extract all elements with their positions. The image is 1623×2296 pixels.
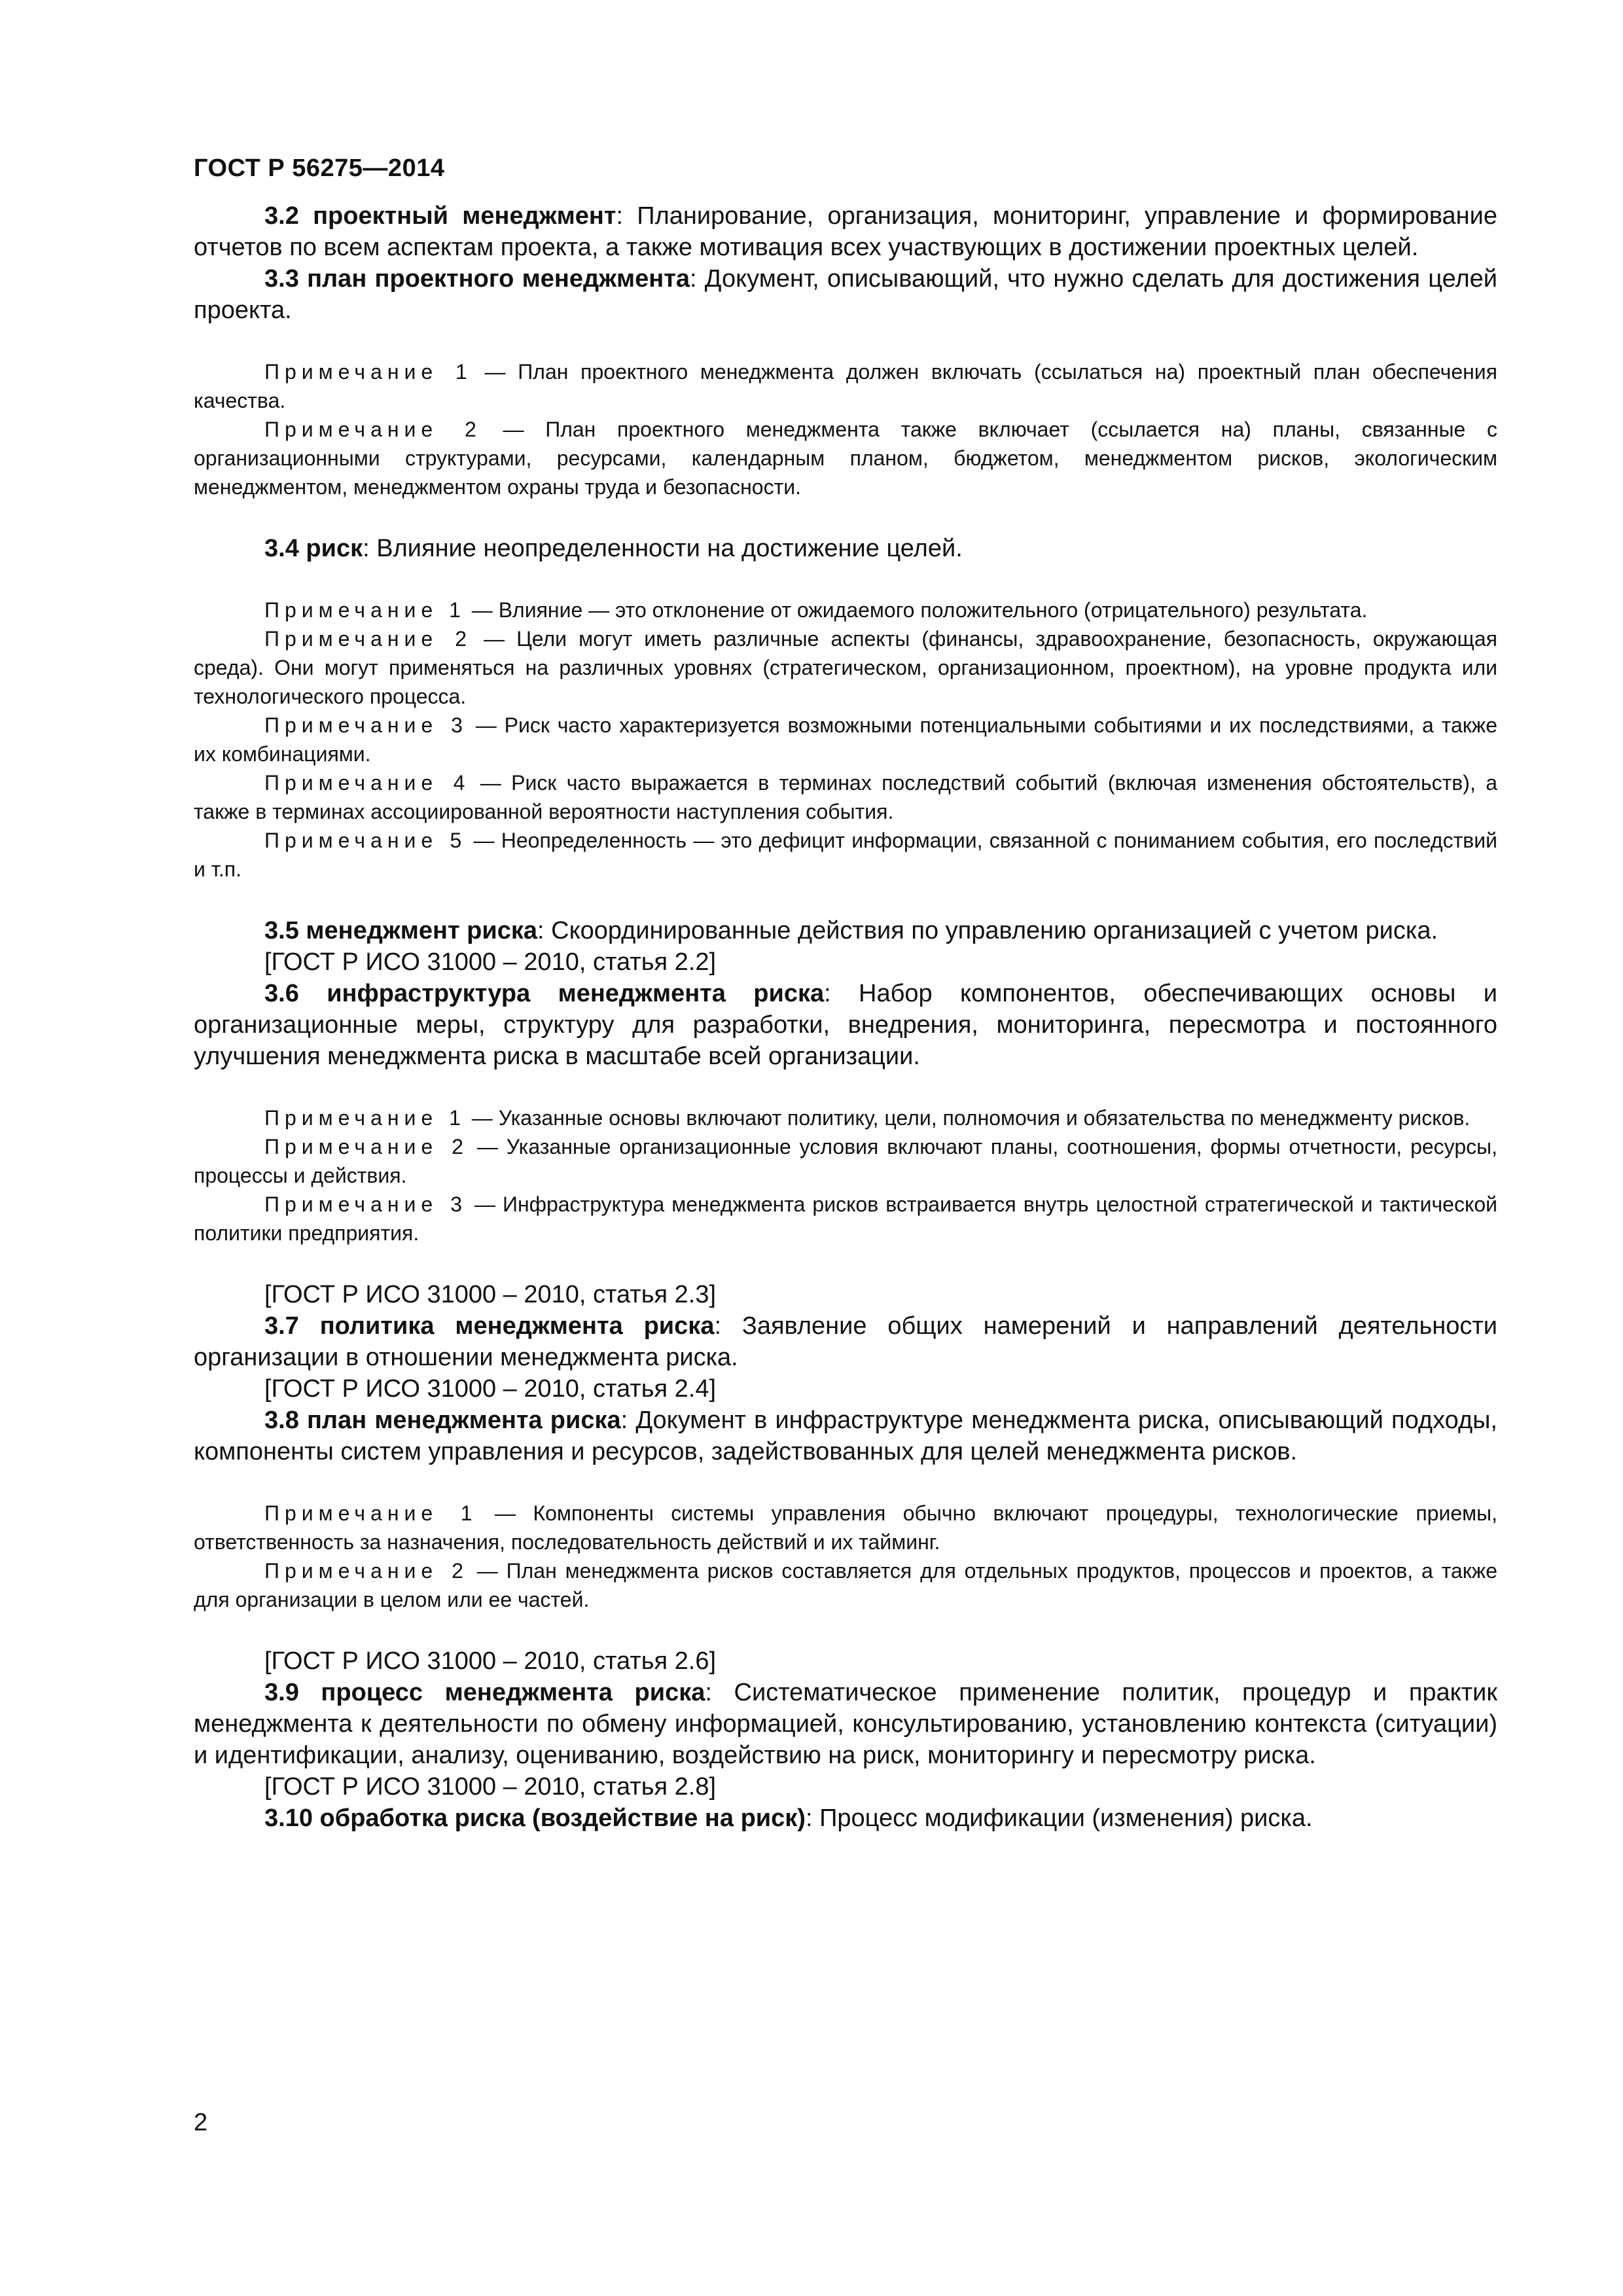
definition-text: : Заявление общих намерений и направлений деятельности организации в отношении менеджмента риска. <box>194 1312 1498 1371</box>
note: Примечание 2 — План менеджмента рисков составляется для отдельных продуктов, процессов и проектов, а также для организации в целом или ее частей. <box>194 1559 1498 1611</box>
note: Примечание 1 — План проектного менеджмента должен включать (ссылаться на) проектный план обеспечения качества. <box>194 360 1498 412</box>
document-header: ГОСТ Р 56275—2014 <box>194 154 445 182</box>
definition-3-2 <box>194 200 1497 263</box>
reference: [ГОСТ Р ИСО 31000 – 2010, статья 2.4] <box>264 1375 717 1403</box>
note: Примечание 3 — Риск часто характеризуется возможными потенциальными событиями и их последствиями, а также их комбинациями. <box>194 713 1498 766</box>
definition-3-3 <box>194 263 1497 326</box>
note: Примечание 5 — Неопределенность — это дефицит информации, связанной с пониманием события, его последствий и т.п. <box>194 829 1498 881</box>
definition-3-4 <box>194 533 1497 564</box>
note: Примечание 3 — Инфраструктура менеджмента рисков встраивается внутрь целостной стратегической и тактической политики предприятия. <box>194 1193 1498 1245</box>
definition-text: : Документ в инфраструктуре менеджмента риска, описывающий подходы, компоненты систем управления и ресурсов, задействованных для целей менеджмента рисков. <box>194 1407 1497 1465</box>
definition-text: : Процесс модификации (изменения) риска. <box>805 1804 1313 1832</box>
note: Примечание 2 — Цели могут иметь различные аспекты (финансы, здравоохранение, безопасность, окружающая среда). Они могут применяться на различных уровнях (стратегическом, организационном, проектном), на уровне продукта или технологического процесса. <box>194 627 1498 708</box>
term: 3.7 политика менеджмента риска <box>264 1312 715 1340</box>
definition-3-8 <box>194 1405 1497 1467</box>
term: 3.8 план менеджмента риска <box>264 1407 621 1434</box>
reference: [ГОСТ Р ИСО 31000 – 2010, статья 2.2] <box>264 948 717 976</box>
notes-3-6 <box>194 1103 1497 1247</box>
definition-3-10 <box>194 1803 1497 1834</box>
definition-text: : Планирование, организация, мониторинг, управление и формирование отчетов по всем аспектам проекта, а также мотивация всех участвующих в достижении проектных целей. <box>194 202 1497 261</box>
definition-3-6 <box>194 978 1497 1072</box>
definition-text: : Документ, описывающий, что нужно сделать для достижения целей проекта. <box>194 265 1497 324</box>
note: Примечание 4 — Риск часто выражается в терминах последствий событий (включая изменения обстоятельств), а также в терминах ассоциированной вероятности наступления события. <box>194 771 1498 823</box>
note: Примечание 1 — Указанные основы включают политику, цели, полномочия и обязательства по менеджменту рисков. <box>264 1106 1471 1130</box>
definition-text: : Влияние неопределенности на достижение целей. <box>363 535 963 562</box>
term: 3.10 обработка риска (воздействие на риск) <box>264 1804 806 1832</box>
term: 3.2 проектный менеджмент <box>264 202 616 230</box>
note: Примечание 2 — План проектного менеджмента также включает (ссылается на) планы, связанные с организационными структурами, ресурсами, календарным планом, бюджетом, менеджментом рисков, экологическим менеджментом, менеджментом охраны труда и безопасности. <box>194 418 1498 499</box>
reference: [ГОСТ Р ИСО 31000 – 2010, статья 2.8] <box>264 1773 717 1801</box>
note: Примечание 1 — Компоненты системы управления обычно включают процедуры, технологические приемы, ответственность за назначения, последовательность действий и их тайминг. <box>194 1501 1498 1554</box>
notes-3-8 <box>194 1499 1497 1614</box>
note: Примечание 2 — Указанные организационные условия включают планы, соотношения, формы отчетности, ресурсы, процессы и действия. <box>194 1135 1498 1187</box>
term: 3.5 менеджмент риска <box>264 917 538 944</box>
reference: [ГОСТ Р ИСО 31000 – 2010, статья 2.3] <box>264 1281 717 1308</box>
definition-3-7 <box>194 1310 1497 1373</box>
term: 3.6 инфраструктура менеджмента риска <box>264 980 825 1007</box>
term: 3.3 план проектного менеджмента <box>264 265 690 293</box>
definition-text: : Набор компонентов, обеспечивающих основы и организационные меры, структуру для разработки, внедрения, мониторинга, пересмотра и постоянного улучшения менеджмента риска в масштабе всей организации. <box>194 980 1497 1070</box>
definition-3-9 <box>194 1677 1497 1771</box>
definition-text: : Скоординированные действия по управлению организацией с учетом риска. <box>537 917 1438 944</box>
term: 3.9 процесс менеджмента риска <box>264 1679 705 1706</box>
reference: [ГОСТ Р ИСО 31000 – 2010, статья 2.6] <box>264 1647 717 1675</box>
note: Примечание 1 — Влияние — это отклонение от ожидаемого положительного (отрицательного) результата. <box>264 598 1368 622</box>
notes-3-4 <box>194 596 1497 884</box>
document-body <box>194 200 1497 1834</box>
page-number: 2 <box>194 2109 208 2136</box>
definition-3-5 <box>194 915 1497 946</box>
definition-text: : Систематическое применение политик, процедур и практик менеджмента к деятельности по обмену информацией, консультированию, установлению контекста (ситуации) и идентификации, анализу, оцениванию, воздействию на риск, мониторингу и пересмотру риска. <box>194 1679 1497 1769</box>
notes-3-3 <box>194 357 1497 501</box>
term: 3.4 риск <box>264 535 363 562</box>
